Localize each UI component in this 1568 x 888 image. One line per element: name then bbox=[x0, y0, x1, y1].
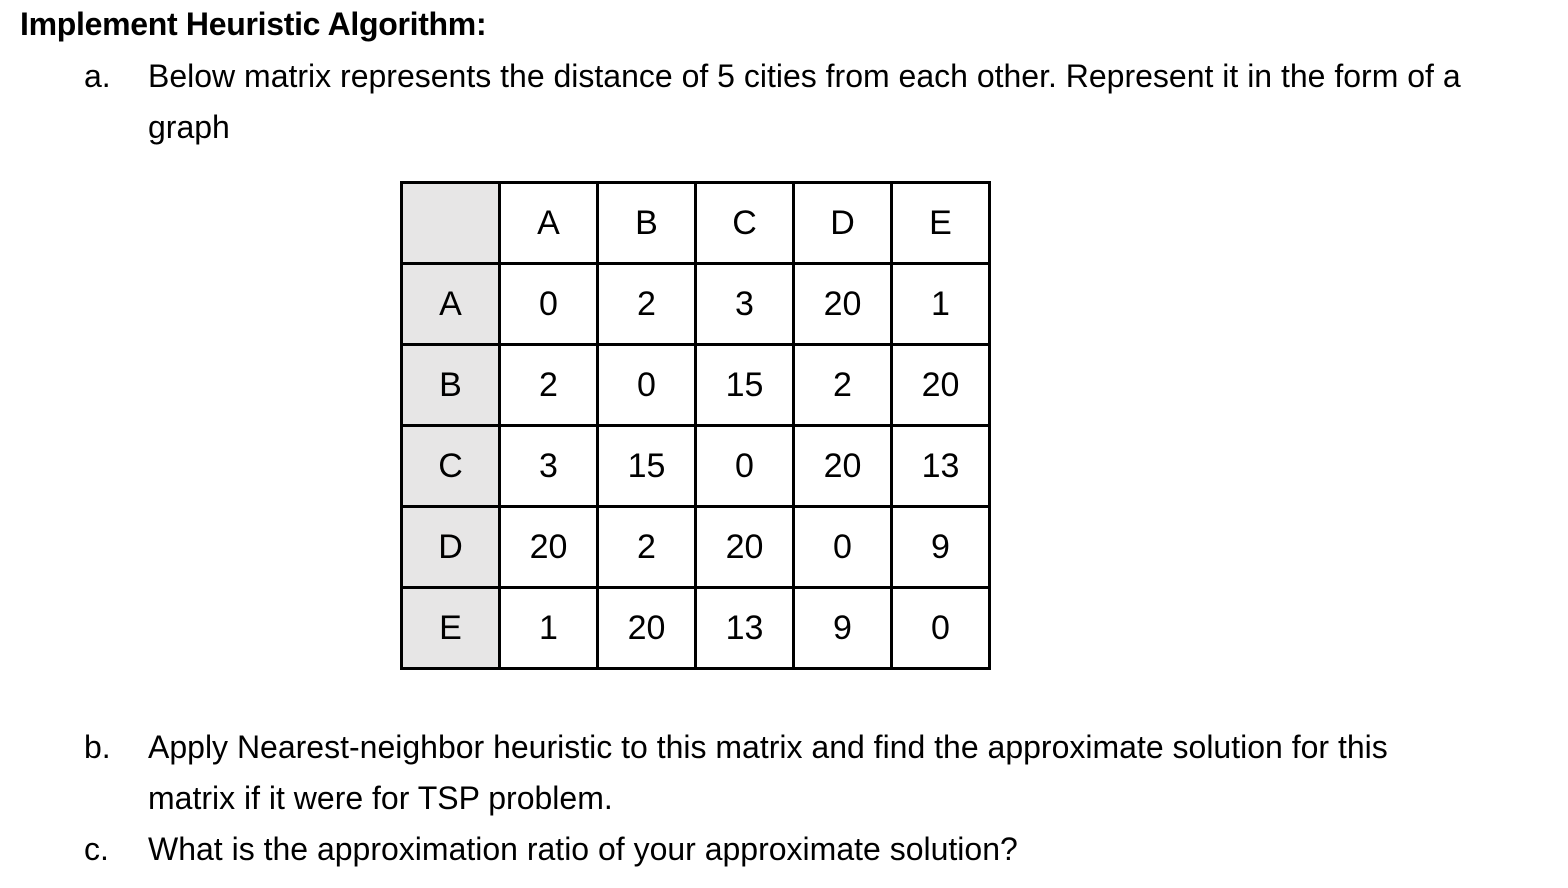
row-header-b: B bbox=[402, 345, 500, 426]
column-header-d: D bbox=[794, 183, 892, 264]
table-cell: 3 bbox=[696, 264, 794, 345]
list-marker: a. bbox=[84, 58, 111, 94]
table-row bbox=[402, 426, 990, 507]
table-row bbox=[402, 345, 990, 426]
table-cell: 20 bbox=[794, 264, 892, 345]
list-marker: b. bbox=[84, 729, 111, 765]
table-cell: 20 bbox=[892, 345, 990, 426]
column-header-e: E bbox=[892, 183, 990, 264]
list-marker: c. bbox=[84, 831, 109, 867]
table-cell: 2 bbox=[794, 345, 892, 426]
row-header-c: C bbox=[402, 426, 500, 507]
table-cell: 0 bbox=[598, 345, 696, 426]
corner-cell bbox=[402, 183, 500, 264]
column-header-a: A bbox=[500, 183, 598, 264]
table-cell: 1 bbox=[500, 588, 598, 669]
table-cell: 2 bbox=[598, 264, 696, 345]
distance-matrix-table bbox=[400, 181, 991, 670]
table-cell: 9 bbox=[892, 507, 990, 588]
table-cell: 20 bbox=[696, 507, 794, 588]
table-header-row bbox=[402, 183, 990, 264]
row-header-a: A bbox=[402, 264, 500, 345]
table-cell: 2 bbox=[598, 507, 696, 588]
table-cell: 2 bbox=[500, 345, 598, 426]
table-cell: 0 bbox=[696, 426, 794, 507]
table-cell: 1 bbox=[892, 264, 990, 345]
table-cell: 0 bbox=[794, 507, 892, 588]
column-header-b: B bbox=[598, 183, 696, 264]
row-header-e: E bbox=[402, 588, 500, 669]
table-cell: 20 bbox=[598, 588, 696, 669]
table-cell: 13 bbox=[892, 426, 990, 507]
list-item-text: What is the approximation ratio of your approximate solution? bbox=[148, 831, 1018, 867]
table-cell: 0 bbox=[500, 264, 598, 345]
table-cell: 20 bbox=[794, 426, 892, 507]
list-item-text: Apply Nearest-neighbor heuristic to this matrix and find the approximate solution for this matrix if it were for TSP problem. bbox=[148, 729, 1388, 816]
table-row bbox=[402, 507, 990, 588]
list-item-text: Below matrix represents the distance of 5 cities from each other. Represent it in the form of a graph bbox=[148, 58, 1461, 145]
section-heading: Implement Heuristic Algorithm: bbox=[20, 6, 487, 42]
table-cell: 15 bbox=[696, 345, 794, 426]
table-cell: 13 bbox=[696, 588, 794, 669]
row-header-d: D bbox=[402, 507, 500, 588]
table-cell: 15 bbox=[598, 426, 696, 507]
table-cell: 0 bbox=[892, 588, 990, 669]
table-row bbox=[402, 264, 990, 345]
column-header-c: C bbox=[696, 183, 794, 264]
table-cell: 20 bbox=[500, 507, 598, 588]
table-row bbox=[402, 588, 990, 669]
table-cell: 3 bbox=[500, 426, 598, 507]
table-cell: 9 bbox=[794, 588, 892, 669]
